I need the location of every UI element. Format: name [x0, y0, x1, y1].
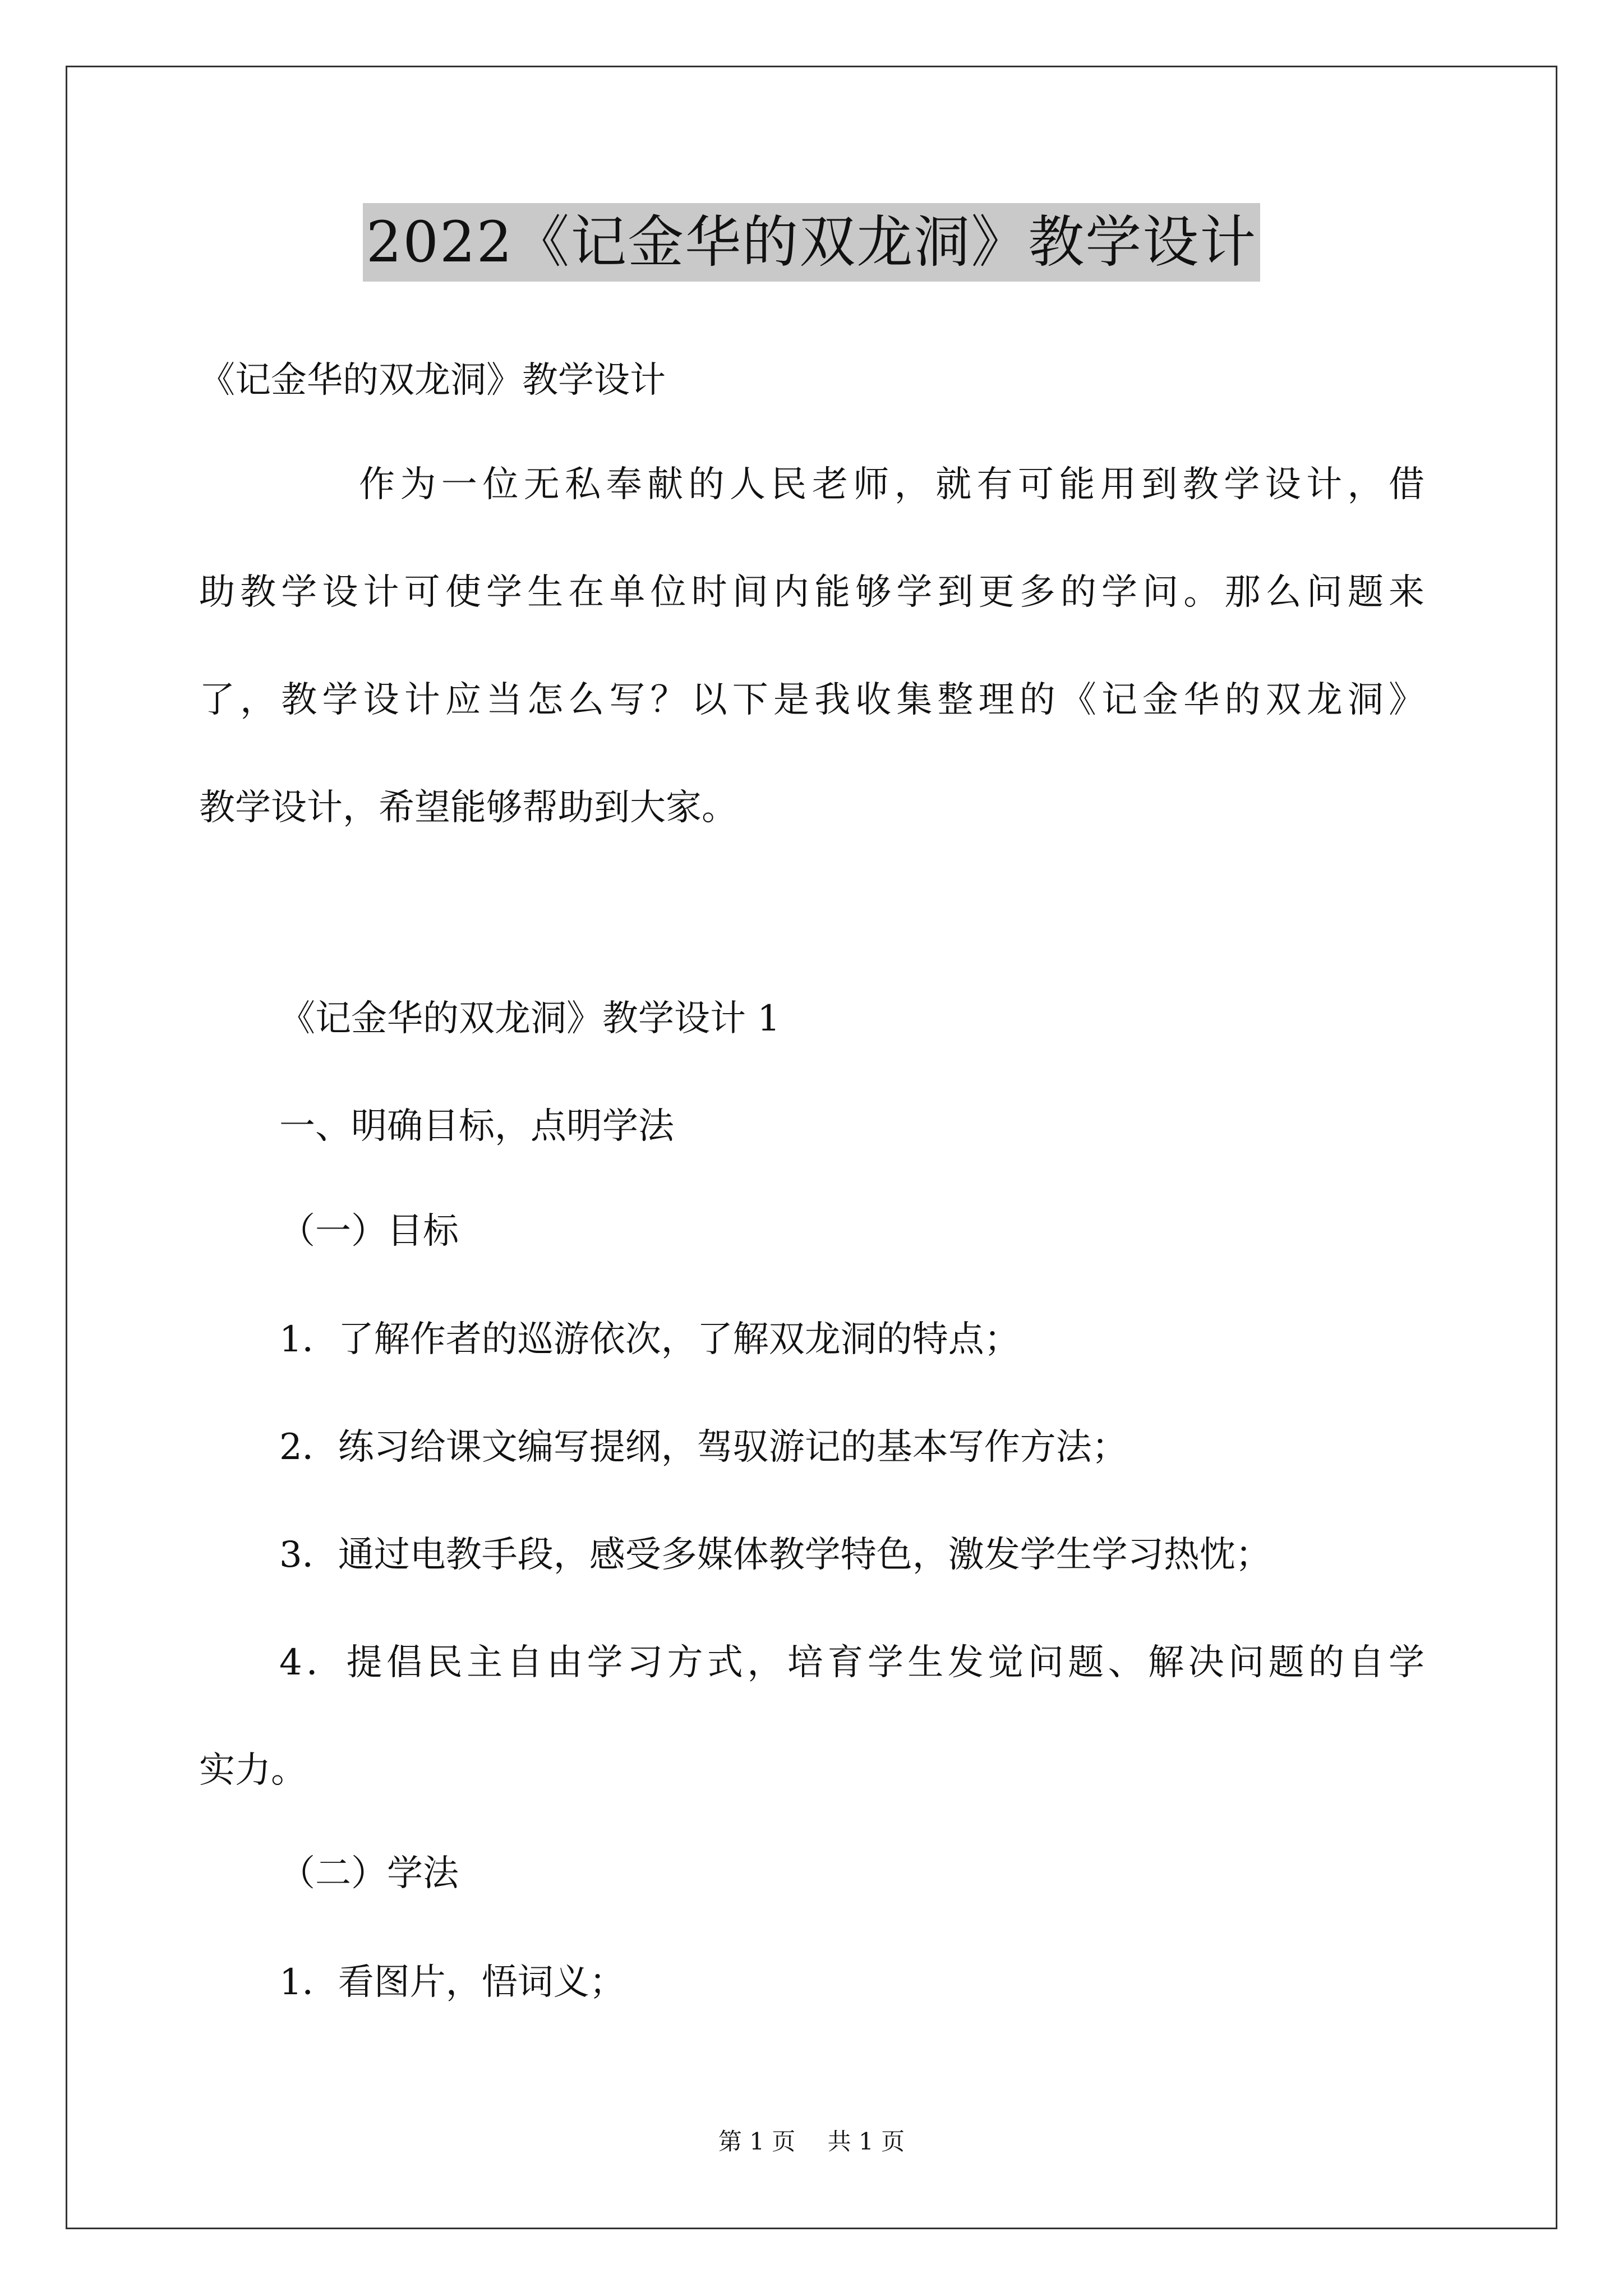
page-number-total: 共 1 页: [827, 2128, 905, 2155]
intro-line-3: 了，教学设计应当怎么写？以下是我收集整理的《记金华的双龙洞》: [199, 679, 1424, 721]
method-item-1: 1．看图片，悟词义；: [279, 1962, 625, 2003]
title-wrap: [0, 203, 1623, 282]
page-number-current: 第 1 页: [718, 2128, 796, 2155]
intro-line-1: 作为一位无私奉献的人民老师，就有可能用到教学设计，借: [359, 464, 1424, 505]
goal-item-4-line-2: 实力。: [199, 1750, 307, 1791]
subheading-goals: （一）目标: [279, 1211, 459, 1252]
intro-line-4: 教学设计，希望能够帮助到大家。: [199, 787, 737, 829]
section-title: 《记金华的双龙洞》教学设计 1: [279, 998, 781, 1039]
subheading-methods: （二）学法: [279, 1853, 459, 1894]
heading-goals-methods: 一、明确目标，点明学法: [279, 1106, 674, 1147]
goal-item-3: 3．通过电教手段，感受多媒体教学特色，激发学生学习热忱；: [279, 1534, 1271, 1576]
intro-line-2: 助教学设计可使学生在单位时间内能够学到更多的学问。那么问题来: [199, 572, 1424, 613]
page-footer: [0, 2126, 1623, 2157]
subtitle: 《记金华的双龙洞》教学设计: [199, 360, 666, 401]
goal-item-1: 1．了解作者的巡游依次，了解双龙洞的特点；: [279, 1319, 1020, 1360]
goal-item-2: 2．练习给课文编写提纲，驾驭游记的基本写作方法；: [279, 1427, 1128, 1468]
goal-item-4-line-1: 4．提倡民主自由学习方式，培育学生发觉问题、解决问题的自学: [279, 1642, 1424, 1683]
document-title: 2022《记金华的双龙洞》教学设计: [363, 203, 1261, 282]
